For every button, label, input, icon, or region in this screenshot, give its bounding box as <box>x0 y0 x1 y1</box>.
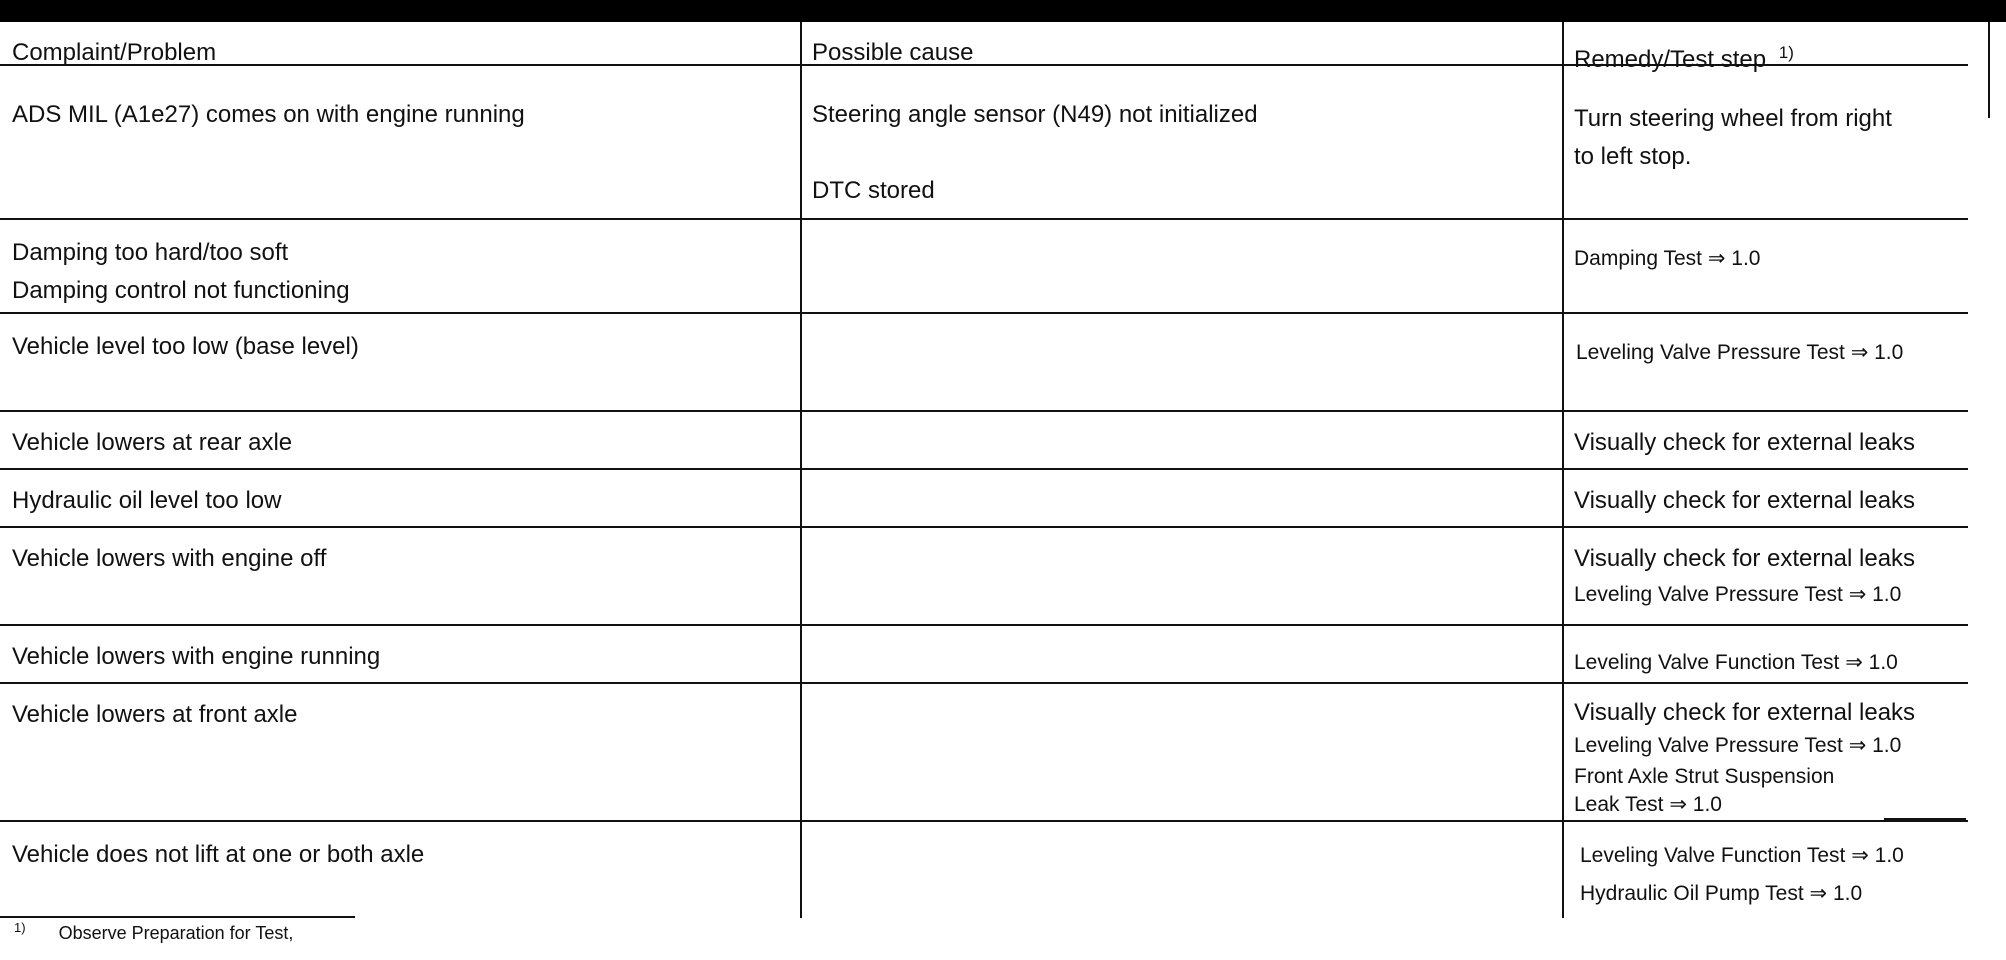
cause-cell: Steering angle sensor (N49) not initialized <box>812 101 1258 128</box>
remedy-cell: Visually check for external leaks <box>1574 429 1916 456</box>
remedy-cell: Visually check for external leaks <box>1574 487 1916 514</box>
row-divider <box>0 312 1968 314</box>
remedy-cell <box>1580 836 1904 912</box>
remedy-line: Visually check for external leaks <box>1574 699 1916 726</box>
short-rule <box>1884 818 1966 820</box>
complaint-cell: Vehicle lowers at rear axle <box>12 429 293 456</box>
complaint-cell: Vehicle lowers with engine off <box>12 545 327 572</box>
remedy-line: to left stop. <box>1574 143 1692 170</box>
remedy-line: Hydraulic Oil Pump Test ⇒ 1.0 <box>1580 882 1863 905</box>
row-divider <box>0 218 1968 220</box>
remedy-cell: Leveling Valve Function Test ⇒ 1.0 <box>1574 651 1898 674</box>
remedy-line: Front Axle Strut Suspension <box>1574 765 1835 788</box>
remedy-line: Leveling Valve Pressure Test ⇒ 1.0 <box>1574 583 1902 606</box>
complaint-line: Damping too hard/too soft <box>12 239 289 266</box>
header-remedy-label: Remedy/Test step <box>1574 46 1767 73</box>
footnote <box>14 920 293 944</box>
row-divider <box>0 468 1968 470</box>
remedy-line: Leveling Valve Function Test ⇒ 1.0 <box>1580 844 1904 867</box>
complaint-line: Damping control not functioning <box>12 277 350 304</box>
remedy-cell <box>1574 540 1915 612</box>
footnote-rule <box>0 916 355 918</box>
row-divider <box>0 820 1968 822</box>
column-divider <box>800 22 802 918</box>
footnote-mark: 1) <box>14 920 26 935</box>
remedy-line: Visually check for external leaks <box>1574 545 1916 572</box>
complaint-cell <box>12 234 350 310</box>
remedy-line: Turn steering wheel from right <box>1574 105 1892 132</box>
row-divider <box>0 410 1968 412</box>
cause-cell: DTC stored <box>812 177 935 204</box>
remedy-line: Leak Test ⇒ 1.0 <box>1574 793 1722 816</box>
remedy-cell <box>1574 100 1892 176</box>
remedy-cell: Damping Test ⇒ 1.0 <box>1574 247 1761 270</box>
header-remedy <box>1574 34 1794 79</box>
header-complaint: Complaint/Problem <box>12 39 217 66</box>
remedy-cell: Leveling Valve Pressure Test ⇒ 1.0 <box>1576 341 1904 364</box>
row-divider <box>0 682 1968 684</box>
troubleshooting-table <box>0 22 1990 920</box>
column-divider <box>1562 22 1564 918</box>
header-footnote-mark: 1) <box>1778 43 1794 62</box>
complaint-cell: Vehicle level too low (base level) <box>12 333 359 360</box>
footnote-text: Observe Preparation for Test, <box>58 923 294 943</box>
complaint-cell: Vehicle lowers at front axle <box>12 701 298 728</box>
complaint-cell: Hydraulic oil level too low <box>12 487 282 514</box>
row-divider <box>0 526 1968 528</box>
complaint-cell: ADS MIL (A1e27) comes on with engine running <box>12 101 525 128</box>
remedy-line: Leveling Valve Pressure Test ⇒ 1.0 <box>1574 734 1902 757</box>
right-border <box>1988 22 1990 118</box>
complaint-cell: Vehicle lowers with engine running <box>12 643 381 670</box>
remedy-cell <box>1574 696 1915 818</box>
row-divider <box>0 624 1968 626</box>
complaint-cell: Vehicle does not lift at one or both axle <box>12 841 425 868</box>
top-black-border <box>0 0 2006 22</box>
header-cause: Possible cause <box>812 39 974 66</box>
